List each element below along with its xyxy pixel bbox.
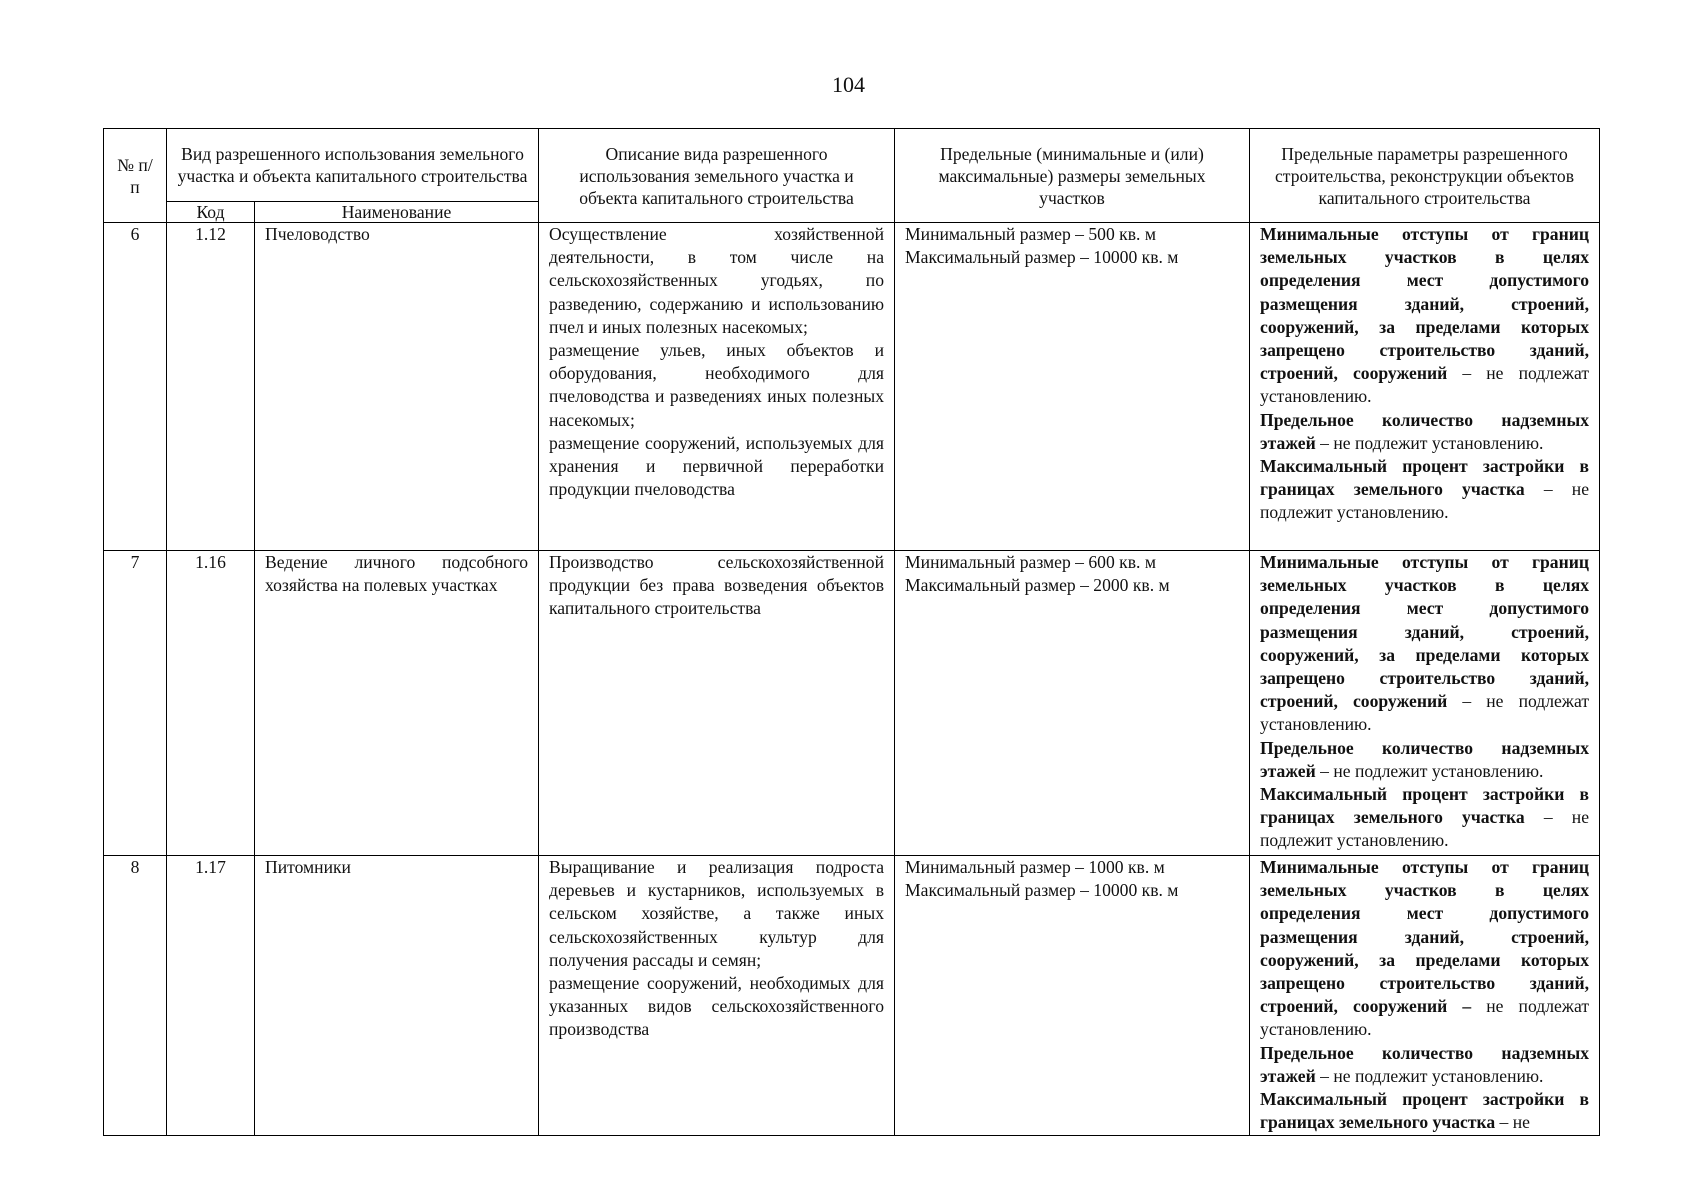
description-paragraph: размещение сооружений, используемых для хранения и первичной переработки продукции пчеловодства — [549, 432, 885, 500]
param-floors — [1260, 409, 1589, 455]
header-sizes: Предельные (минимальные и (или) максимальные) размеры земельных участков — [895, 129, 1250, 223]
size-min: Минимальный размер – 600 кв. м — [905, 552, 1156, 572]
param-label: Минимальные отступы от границ земельных участков в целях определения мест допустимого размещения зданий, строений, сооружений, за пределами которых запрещено строительство зданий, строений, сооружений — [1260, 224, 1590, 384]
row-name: Ведение личного подсобного хозяйства на полевых участках — [255, 551, 539, 856]
param-coverage — [1260, 1088, 1589, 1134]
param-value: – не подлежит установлению. — [1315, 1065, 1544, 1086]
page-number: 104 — [832, 72, 865, 97]
description-paragraph: Выращивание и реализация подроста деревьев и кустарников, используемых в сельском хозяйстве, а также иных сельскохозяйственных культур для получения рассады и семян; — [549, 857, 885, 970]
param-value: – не подлежит установлению. — [1315, 760, 1544, 781]
param-label: Минимальные отступы от границ земельных участков в целях определения мест допустимого размещения зданий, строений, сооружений, за пределами которых запрещено строительство зданий, строений, сооружений — [1260, 552, 1590, 712]
table-row — [104, 223, 1600, 551]
header-num: № п/п — [104, 129, 167, 223]
row-name: Питомники — [255, 856, 539, 1136]
param-floors — [1260, 1042, 1589, 1088]
row-number: 7 — [104, 551, 167, 856]
row-code: 1.12 — [167, 223, 255, 551]
table-row — [104, 551, 1600, 856]
param-value: – не подлежит установлению. — [1315, 432, 1544, 453]
row-params — [1250, 551, 1600, 856]
param-label: Максимальный процент застройки в границах земельного участка — [1260, 1089, 1590, 1133]
header-vid-group: Вид разрешенного использования земельного участка и объекта капитального строительства — [167, 129, 539, 202]
description-paragraph: Производство сельскохозяйственной продукции без права возведения объектов капитального строительства — [549, 552, 885, 619]
param-label: Предельное количество надземных этажей — [1260, 737, 1590, 781]
row-code: 1.16 — [167, 551, 255, 856]
table-row — [104, 856, 1600, 1136]
row-name: Пчеловодство — [255, 223, 539, 551]
size-min: Минимальный размер – 1000 кв. м — [905, 857, 1165, 877]
param-label: Минимальные отступы от границ земельных участков в целях определения мест допустимого размещения зданий, строений, сооружений, за пределами которых запрещено строительство зданий, строений, сооружений – — [1260, 857, 1590, 1017]
header-name: Наименование — [255, 202, 539, 223]
row-description — [539, 856, 895, 1136]
param-label: Максимальный процент застройки в границах земельного участка — [1260, 456, 1590, 500]
param-value: – не подлежат установлению. — [1260, 363, 1590, 407]
header-params: Предельные параметры разрешенного строительства, реконструкции объектов капитального строительства — [1250, 129, 1600, 223]
param-floors — [1260, 737, 1589, 783]
param-setbacks — [1260, 551, 1589, 737]
row-description — [539, 551, 895, 856]
param-setbacks — [1260, 856, 1589, 1042]
row-sizes — [895, 856, 1250, 1136]
row-params — [1250, 856, 1600, 1136]
row-number: 6 — [104, 223, 167, 551]
param-value: – не подлежат установлению. — [1260, 691, 1590, 735]
description-paragraph: размещение ульев, иных объектов и оборудования, необходимого для пчеловодства и разведениях иных полезных насекомых; — [549, 340, 885, 430]
description-paragraph: Осуществление хозяйственной деятельности, в том числе на сельскохозяйственных угодьях, по разведению, содержанию и использованию пчел и иных полезных насекомых; — [549, 224, 885, 337]
size-max: Максимальный размер – 2000 кв. м — [905, 575, 1170, 596]
land-use-table — [103, 128, 1600, 1136]
param-label: Предельное количество надземных этажей — [1260, 1042, 1590, 1086]
header-description: Описание вида разрешенного использования земельного участка и объекта капитального строительства — [539, 129, 895, 223]
row-description — [539, 223, 895, 551]
size-max: Максимальный размер – 10000 кв. м — [905, 880, 1179, 901]
size-min: Минимальный размер – 500 кв. м — [905, 224, 1156, 244]
param-value: не подлежат установлению. — [1260, 996, 1590, 1040]
row-sizes — [895, 551, 1250, 856]
description-paragraph: размещение сооружений, необходимых для указанных видов сельскохозяйственного производства — [549, 973, 885, 1040]
param-setbacks — [1260, 223, 1589, 409]
param-coverage — [1260, 455, 1589, 525]
param-value: – не — [1495, 1112, 1530, 1133]
param-coverage — [1260, 783, 1589, 853]
param-value: – не подлежит установлению. — [1260, 807, 1590, 851]
param-label: Максимальный процент застройки в границах земельного участка — [1260, 784, 1590, 828]
row-params — [1250, 223, 1600, 551]
row-sizes — [895, 223, 1250, 551]
header-code: Код — [167, 202, 255, 223]
param-label: Предельное количество надземных этажей — [1260, 409, 1590, 453]
param-value: – не подлежит установлению. — [1260, 479, 1590, 523]
row-code: 1.17 — [167, 856, 255, 1136]
row-number: 8 — [104, 856, 167, 1136]
size-max: Максимальный размер – 10000 кв. м — [905, 247, 1179, 268]
